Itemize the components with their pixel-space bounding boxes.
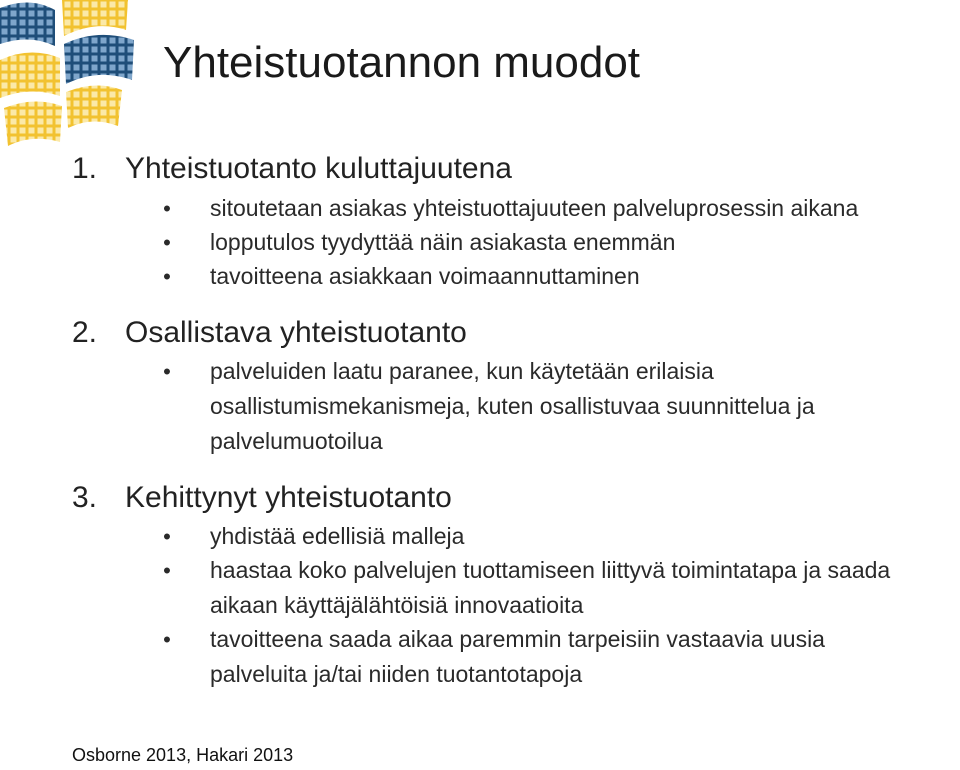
source-citation: Osborne 2013, Hakari 2013 [72,745,294,765]
section-number: 1. [72,152,98,185]
section-title: Kehittynyt yhteistuotanto [125,481,452,514]
bullet-icon: • [163,359,171,384]
list-item-text: yhdistää edellisiä malleja [210,523,465,549]
bullet-icon: • [163,558,171,583]
logo-icon [0,0,140,150]
section-title: Osallistava yhteistuotanto [125,316,467,349]
section-heading [72,480,452,516]
list-item-text: haastaa koko palvelujen tuottamiseen liittyvä toimintatapa ja saada aikaan käyttäjälähtöisiä innovaatioita [210,557,891,618]
section-heading [72,315,467,351]
bullet-icon: • [163,230,171,255]
bullet-icon: • [163,627,171,652]
slide-title: Yhteistuotannon muodot [163,38,641,87]
bullet-icon: • [163,196,171,221]
list-item-text: tavoitteena asiakkaan voimaannuttaminen [210,263,640,289]
section-heading [72,151,512,187]
list-item-text: palveluiden laatu paranee, kun käytetään erilaisia osallistumismekanismeja, kuten osallistuvaa suunnittelua ja palvelumuotoilua [210,358,815,454]
section-number: 3. [72,481,98,514]
list-item-text: lopputulos tyydyttää näin asiakasta enemmän [210,229,676,255]
bullet-icon: • [163,264,171,289]
section-number: 2. [72,316,98,349]
bullet-icon: • [163,524,171,549]
list-item [160,191,920,226]
list-item-text: tavoitteena saada aikaa paremmin tarpeisiin vastaavia uusia palveluita ja/tai niiden tuotantotapoja [210,626,825,687]
section-title: Yhteistuotanto kuluttajuutena [125,152,512,185]
list-item [160,225,920,260]
list-item [160,354,920,459]
list-item-text: sitoutetaan asiakas yhteistuottajuuteen palveluprosessin aikana [210,195,859,221]
list-item [160,622,920,692]
list-item [160,553,920,623]
list-item [160,259,920,294]
list-item [160,519,920,554]
